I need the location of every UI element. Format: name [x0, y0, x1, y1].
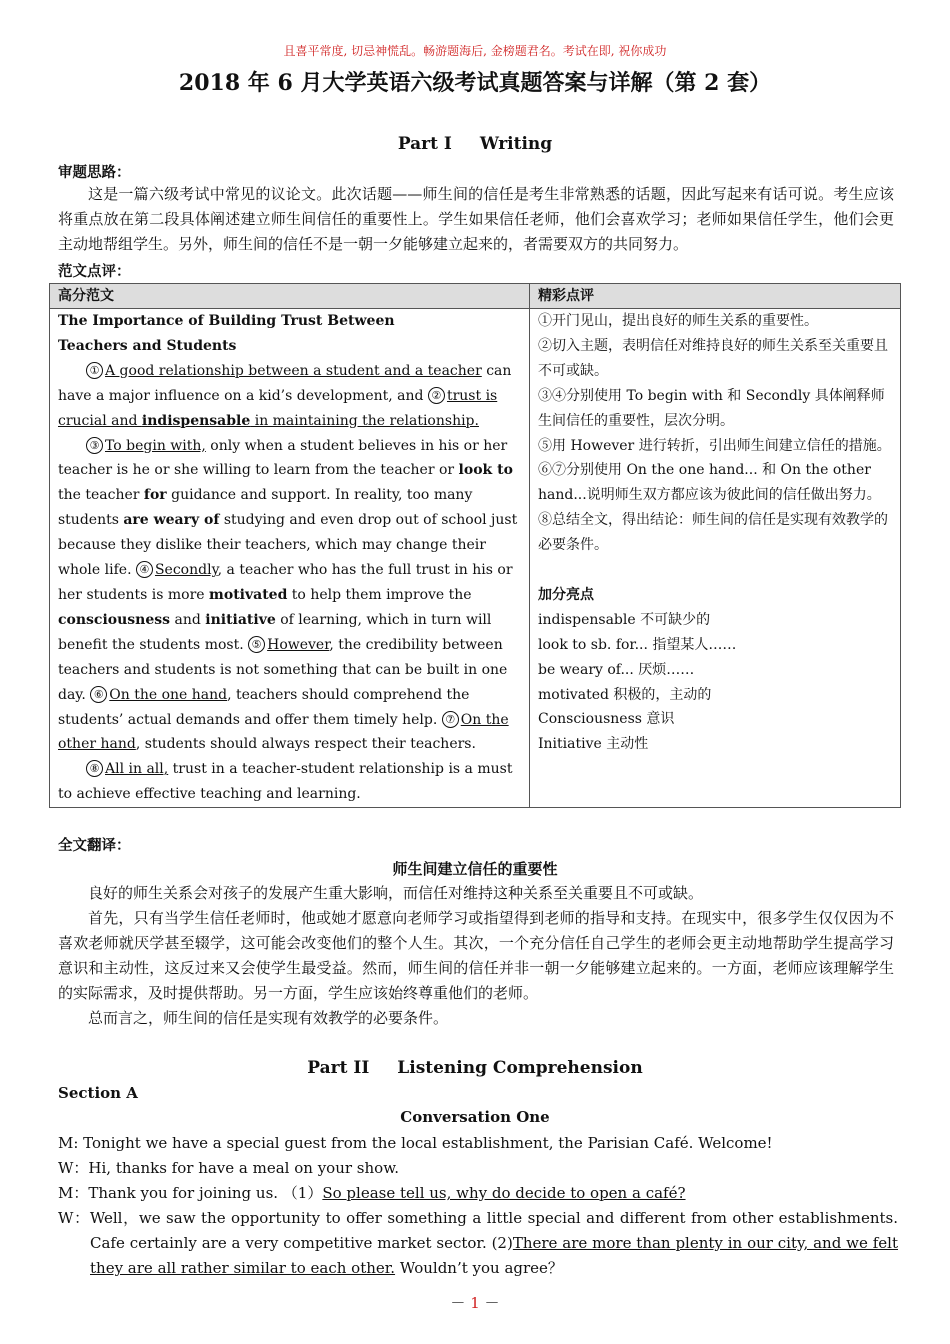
- comment-item: ⑥⑦分别使用 On the one hand... 和 On the other hand...说明师生双方都应该为彼此间的信任做出努力。: [538, 462, 881, 504]
- bonus-item: Initiative 主动性: [538, 736, 649, 753]
- essay-title-line1: The Importance of Building Trust Between: [58, 313, 395, 329]
- bonus-item: indispensable 不可缺少的: [538, 611, 711, 628]
- header-motto: 且喜平常度, 切忌神慌乱。畅游题海后, 金榜题君名。考试在即, 祝你成功: [283, 44, 667, 58]
- essay-paragraph-3: ⑧ All in all, trust in a teacher-student relationship is a must to achieve effective teaching and learning.: [58, 761, 513, 803]
- dialogue-line: W：Hi, thanks for have a meal on your show.: [58, 1159, 400, 1177]
- marker-4: ④: [136, 561, 153, 578]
- model-essay-table: [49, 283, 901, 808]
- page-number-value: 1: [470, 1294, 480, 1312]
- bonus-item: look to sb. for... 指望某人……: [538, 636, 737, 653]
- marker-6: ⑥: [90, 686, 107, 703]
- analysis-label: 审题思路：: [58, 165, 131, 181]
- part2-number: Part II: [307, 1058, 370, 1078]
- marker-8: ⑧: [86, 760, 103, 777]
- dialogue: [58, 1131, 898, 1281]
- marker-7: ⑦: [442, 711, 459, 728]
- section-label: Section A: [58, 1084, 138, 1102]
- marker-3: ③: [86, 437, 103, 454]
- table-header-comment: 精彩点评: [530, 284, 901, 309]
- essay-title-line2: Teachers and Students: [58, 337, 237, 354]
- translation-title: 师生间建立信任的重要性: [392, 860, 558, 878]
- part1-name: Writing: [479, 134, 553, 154]
- bonus-item: Consciousness 意识: [538, 711, 675, 728]
- conversation-title: Conversation One: [400, 1108, 550, 1126]
- comment-item: ⑧总结全文，得出结论：师生间的信任是实现有效教学的必要条件。: [538, 512, 888, 554]
- essay-comments: [530, 309, 901, 808]
- dialogue-line: M: Tonight we have a special guest from the local establishment, the Parisian Café. Welcome!: [58, 1134, 773, 1152]
- comment-item: ③④分别使用 To begin with 和 Secondly 具体阐释师生间信任的重要性，层次分明。: [538, 387, 885, 429]
- dialogue-line: W：Well，we saw the opportunity to offer something a little special and different from other establishments. Cafe certainly are a very competitive market sector. (2)There are more than plenty in our city, and we felt they are all rather similar to each other. Wouldn’t you agree？: [58, 1209, 899, 1277]
- table-header-essay: 高分范文: [50, 284, 530, 309]
- analysis-paragraph: 这是一篇六级考试中常见的议论文。此次话题——师生间的信任是考生非常熟悉的话题，因此写起来有话可说。考生应该将重点放在第二段具体阐述建立师生间信任的重要性上。学生如果信任老师，他们会喜欢学习；老师如果信任学生，他们会更主动地帮组学生。另外，师生间的信任不是一朝一夕能够建立起来的，者需要双方的共同努力。: [58, 185, 894, 253]
- marker-1: ①: [86, 362, 103, 379]
- review-label: 范文点评：: [58, 264, 131, 280]
- comment-item: ②切入主题，表明信任对维持良好的师生关系至关重要且不可或缺。: [538, 337, 888, 379]
- model-essay: [50, 309, 530, 808]
- translation-paragraph-3: 总而言之，师生间的信任是实现有效教学的必要条件。: [88, 1009, 449, 1027]
- translation-label: 全文翻译：: [58, 838, 131, 854]
- page-number: － 1 －: [450, 1294, 500, 1312]
- bonus-label: 加分亮点: [538, 586, 594, 603]
- part1-heading: [0, 134, 950, 154]
- essay-paragraph-1: ① A good relationship between a student and a teacher can have a major influence on a kid’s development, and ② trust is crucial and indispensable in maintaining the relationship.: [58, 362, 512, 429]
- part1-number: Part I: [397, 134, 452, 154]
- page-title: 2018 年 6 月大学英语六级考试真题答案与详解（第 2 套）: [178, 70, 772, 96]
- translation-paragraph-2: 首先，只有当学生信任老师时，他或她才愿意向老师学习或指望得到老师的指导和支持。在现实中，很多学生仅仅因为不喜欢老师就厌学甚至辍学，这可能会改变他们的整个人生。其次，一个充分信任自己学生的老师会更主动地帮助学生提高学习意识和主动性，这反过来又会使学生最受益。然而，师生间的信任并非一朝一夕能够建立起来的。一方面，老师应该理解学生的实际需求，及时提供帮助。另一方面，学生应该始终尊重他们的老师。: [58, 909, 894, 1002]
- dialogue-line: M：Thank you for joining us. （1）So please tell us, why do decide to open a café?: [58, 1184, 686, 1202]
- comment-gap: [538, 558, 892, 583]
- essay-paragraph-2: ③ To begin with, only when a student believes in his or her teacher is he or she willing to learn from the teacher or look to the teacher for guidance and support. In reality, too many students are weary of studying and even drop out of school just because they dislike their teachers, which may change their whole life. ④ Secondly, a teacher who has the full trust in his or her students is more motivated to help them improve the consciousness and initiative of learning, which in turn will benefit the students most. ⑤ However, the credibility between teachers and students is not something that can be built in one day. ⑥ On the one hand, teachers should comprehend the students’ actual demands and offer them timely help. ⑦ On the other hand, students should always respect their teachers.: [58, 437, 518, 753]
- marker-5: ⑤: [248, 636, 265, 653]
- bonus-item: be weary of... 厌烦……: [538, 661, 695, 678]
- part2-name: Listening Comprehension: [397, 1058, 643, 1078]
- comment-item: ⑤用 However 进行转折，引出师生间建立信任的措施。: [538, 437, 891, 454]
- bonus-item: motivated 积极的，主动的: [538, 686, 712, 703]
- translation-paragraph-1: 良好的师生关系会对孩子的发展产生重大影响，而信任对维持这种关系至关重要且不可或缺。: [88, 884, 704, 902]
- marker-2: ②: [428, 387, 445, 404]
- comment-item: ①开门见山，提出良好的师生关系的重要性。: [538, 313, 818, 329]
- part2-heading: [0, 1058, 950, 1078]
